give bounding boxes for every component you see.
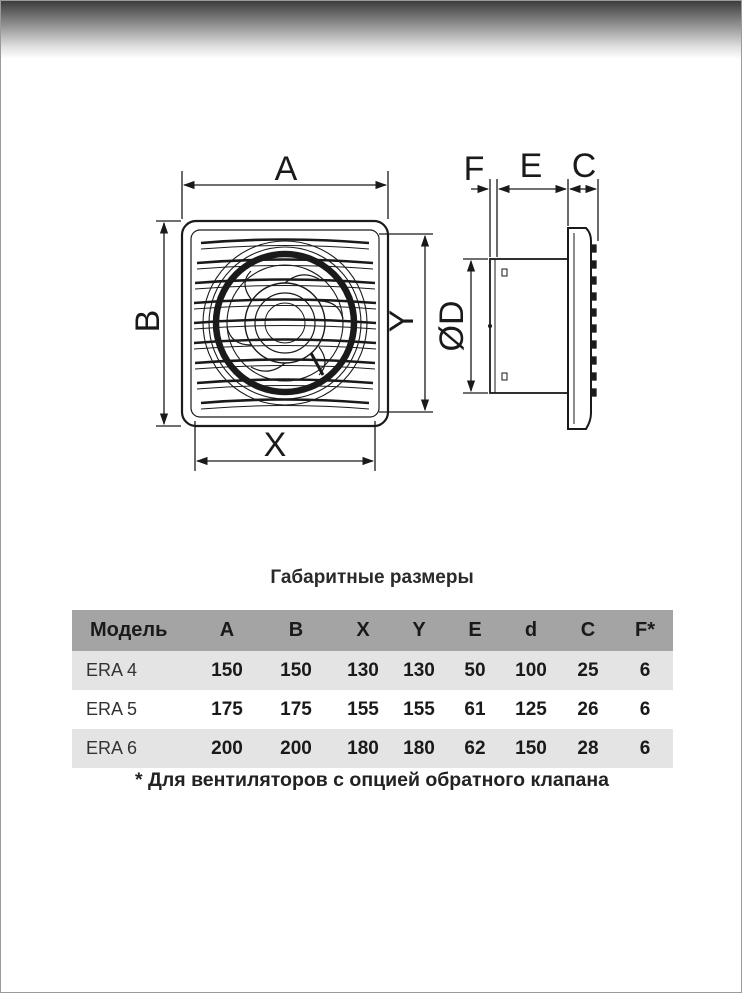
cell-c: 26: [577, 698, 599, 720]
cell-y: 155: [403, 698, 435, 720]
dimensions-table: [72, 610, 673, 768]
label-b: B: [129, 309, 167, 333]
table-row: [72, 729, 673, 768]
header-b: B: [257, 610, 335, 651]
cell-e: 50: [447, 651, 503, 690]
label-e: E: [519, 147, 543, 185]
front-view: [182, 221, 388, 426]
cell-d: 150: [503, 729, 559, 768]
footnote: * Для вентиляторов с опцией обратного клапана: [135, 769, 609, 791]
label-y: Y: [383, 309, 421, 333]
cell-f: 6: [639, 698, 651, 720]
label-f: F: [463, 150, 485, 188]
header-d: d: [503, 610, 559, 651]
cell-model: ERA 5: [86, 699, 138, 719]
header-x: X: [335, 610, 391, 651]
cell-a: 200: [197, 729, 257, 768]
cell-y: 130: [391, 651, 447, 690]
header-c: C: [559, 610, 617, 651]
cell-x: 155: [347, 698, 379, 720]
cell-model: ERA 4: [72, 651, 197, 690]
cell-c: 28: [559, 729, 617, 768]
cell-f: 6: [617, 651, 673, 690]
side-view: [488, 228, 596, 429]
label-x: X: [263, 426, 287, 464]
table-row: [72, 651, 673, 690]
table-header-row: [72, 610, 673, 651]
technical-drawing: [1, 1, 742, 521]
header-model: Модель: [72, 610, 197, 651]
cell-c: 25: [559, 651, 617, 690]
header-f: F*: [617, 610, 673, 651]
label-a: A: [274, 150, 298, 188]
cell-e: 62: [447, 729, 503, 768]
cell-x: 180: [335, 729, 391, 768]
cell-f: 6: [617, 729, 673, 768]
cell-e: 61: [464, 698, 486, 720]
cell-b: 175: [280, 698, 312, 720]
cell-y: 180: [391, 729, 447, 768]
cell-d: 125: [515, 698, 547, 720]
label-d: ØD: [433, 300, 471, 352]
cell-a: 175: [211, 698, 243, 720]
label-c: C: [571, 147, 597, 185]
header-a: A: [197, 610, 257, 651]
table-title: Габаритные размеры: [270, 567, 474, 588]
cell-b: 200: [257, 729, 335, 768]
header-y: Y: [391, 610, 447, 651]
cell-b: 150: [257, 651, 335, 690]
header-e: E: [447, 610, 503, 651]
cell-a: 150: [197, 651, 257, 690]
cell-x: 130: [335, 651, 391, 690]
cell-model: ERA 6: [72, 729, 197, 768]
cell-d: 100: [503, 651, 559, 690]
table-row: [72, 690, 673, 729]
